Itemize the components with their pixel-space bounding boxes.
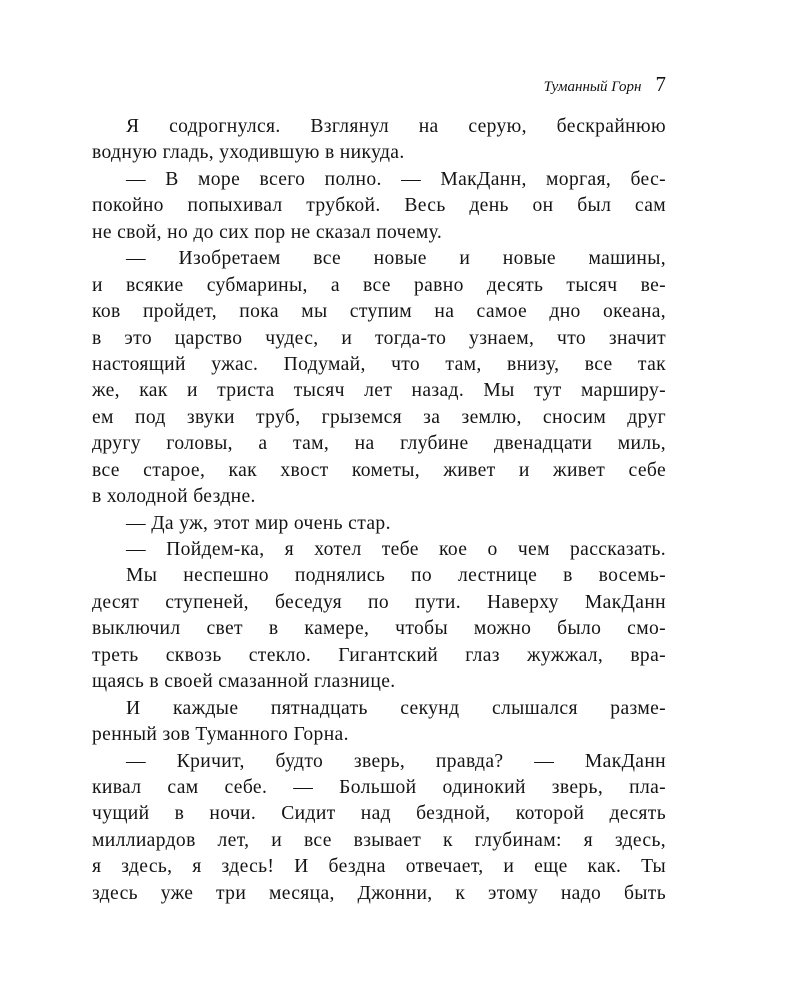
- text-line: не свой, но до сих пор не сказал почему.: [92, 221, 443, 243]
- text-line: же, как и триста тысяч лет назад. Мы тут марширу-: [92, 380, 666, 402]
- text-line: Мы неспешно поднялись по лестнице в восемь-: [126, 565, 666, 587]
- text-line: ков пройдет, пока мы ступим на самое дно океана,: [92, 301, 666, 323]
- text-line: щаясь в своей смазанной глазнице.: [92, 671, 396, 693]
- text-line: другу головы, а там, на глубине двенадцати миль,: [92, 433, 666, 455]
- text-line: треть сквозь стекло. Гигантский глаз жужжал, вра-: [92, 644, 666, 666]
- text-line: выключил свет в камере, чтобы можно было смо-: [92, 618, 666, 640]
- text-line: настоящий ужас. Подумай, что там, внизу, все так: [92, 353, 666, 375]
- text-line: ем под звуки труб, грыземся за землю, сносим друг: [92, 406, 666, 428]
- text-line: ренный зов Туманного Горна.: [92, 724, 349, 746]
- text-line: и всякие субмарины, а все равно десять тысяч ве-: [92, 274, 666, 296]
- body-text: [92, 114, 666, 907]
- running-title: Туманный Горн: [543, 79, 642, 95]
- text-line: миллиардов лет, и все взывает к глубинам: я здесь,: [92, 829, 666, 851]
- text-line: я здесь, я здесь! И бездна отвечает, и еще как. Ты: [92, 856, 666, 878]
- text-line: все старое, как хвост кометы, живет и живет себе: [92, 459, 666, 481]
- text-line: — Да уж, этот мир очень стар.: [126, 512, 391, 534]
- text-line: десят ступеней, беседуя по пути. Наверху МакДанн: [92, 591, 666, 613]
- text-line: в это царство чудес, и тогда-то узнаем, что значит: [92, 327, 666, 349]
- text-line: кивал сам себе. — Большой одинокий зверь, пла-: [92, 776, 666, 798]
- text-line: чущий в ночи. Сидит над бездной, которой десять: [92, 803, 666, 825]
- text-line: в холодной бездне.: [92, 486, 256, 508]
- text-line: здесь уже три месяца, Джонни, к этому надо быть: [92, 882, 666, 904]
- text-line: — Изобретаем все новые и новые машины,: [126, 248, 666, 270]
- text-line: Я содрогнулся. Взглянул на серую, бескрайнюю: [126, 116, 666, 137]
- running-head: [544, 72, 666, 97]
- text-line: покойно попыхивал трубкой. Весь день он был сам: [92, 195, 666, 217]
- page-number: 7: [655, 72, 666, 96]
- text-line: — В море всего полно. — МакДанн, моргая, бес-: [126, 168, 666, 190]
- text-line: — Кричит, будто зверь, правда? — МакДанн: [126, 750, 666, 772]
- text-line: И каждые пятнадцать секунд слышался разме-: [126, 697, 666, 719]
- text-line: — Пойдем-ка, я хотел тебе кое о чем рассказать.: [126, 539, 666, 560]
- text-line: водную гладь, уходившую в никуда.: [92, 142, 405, 164]
